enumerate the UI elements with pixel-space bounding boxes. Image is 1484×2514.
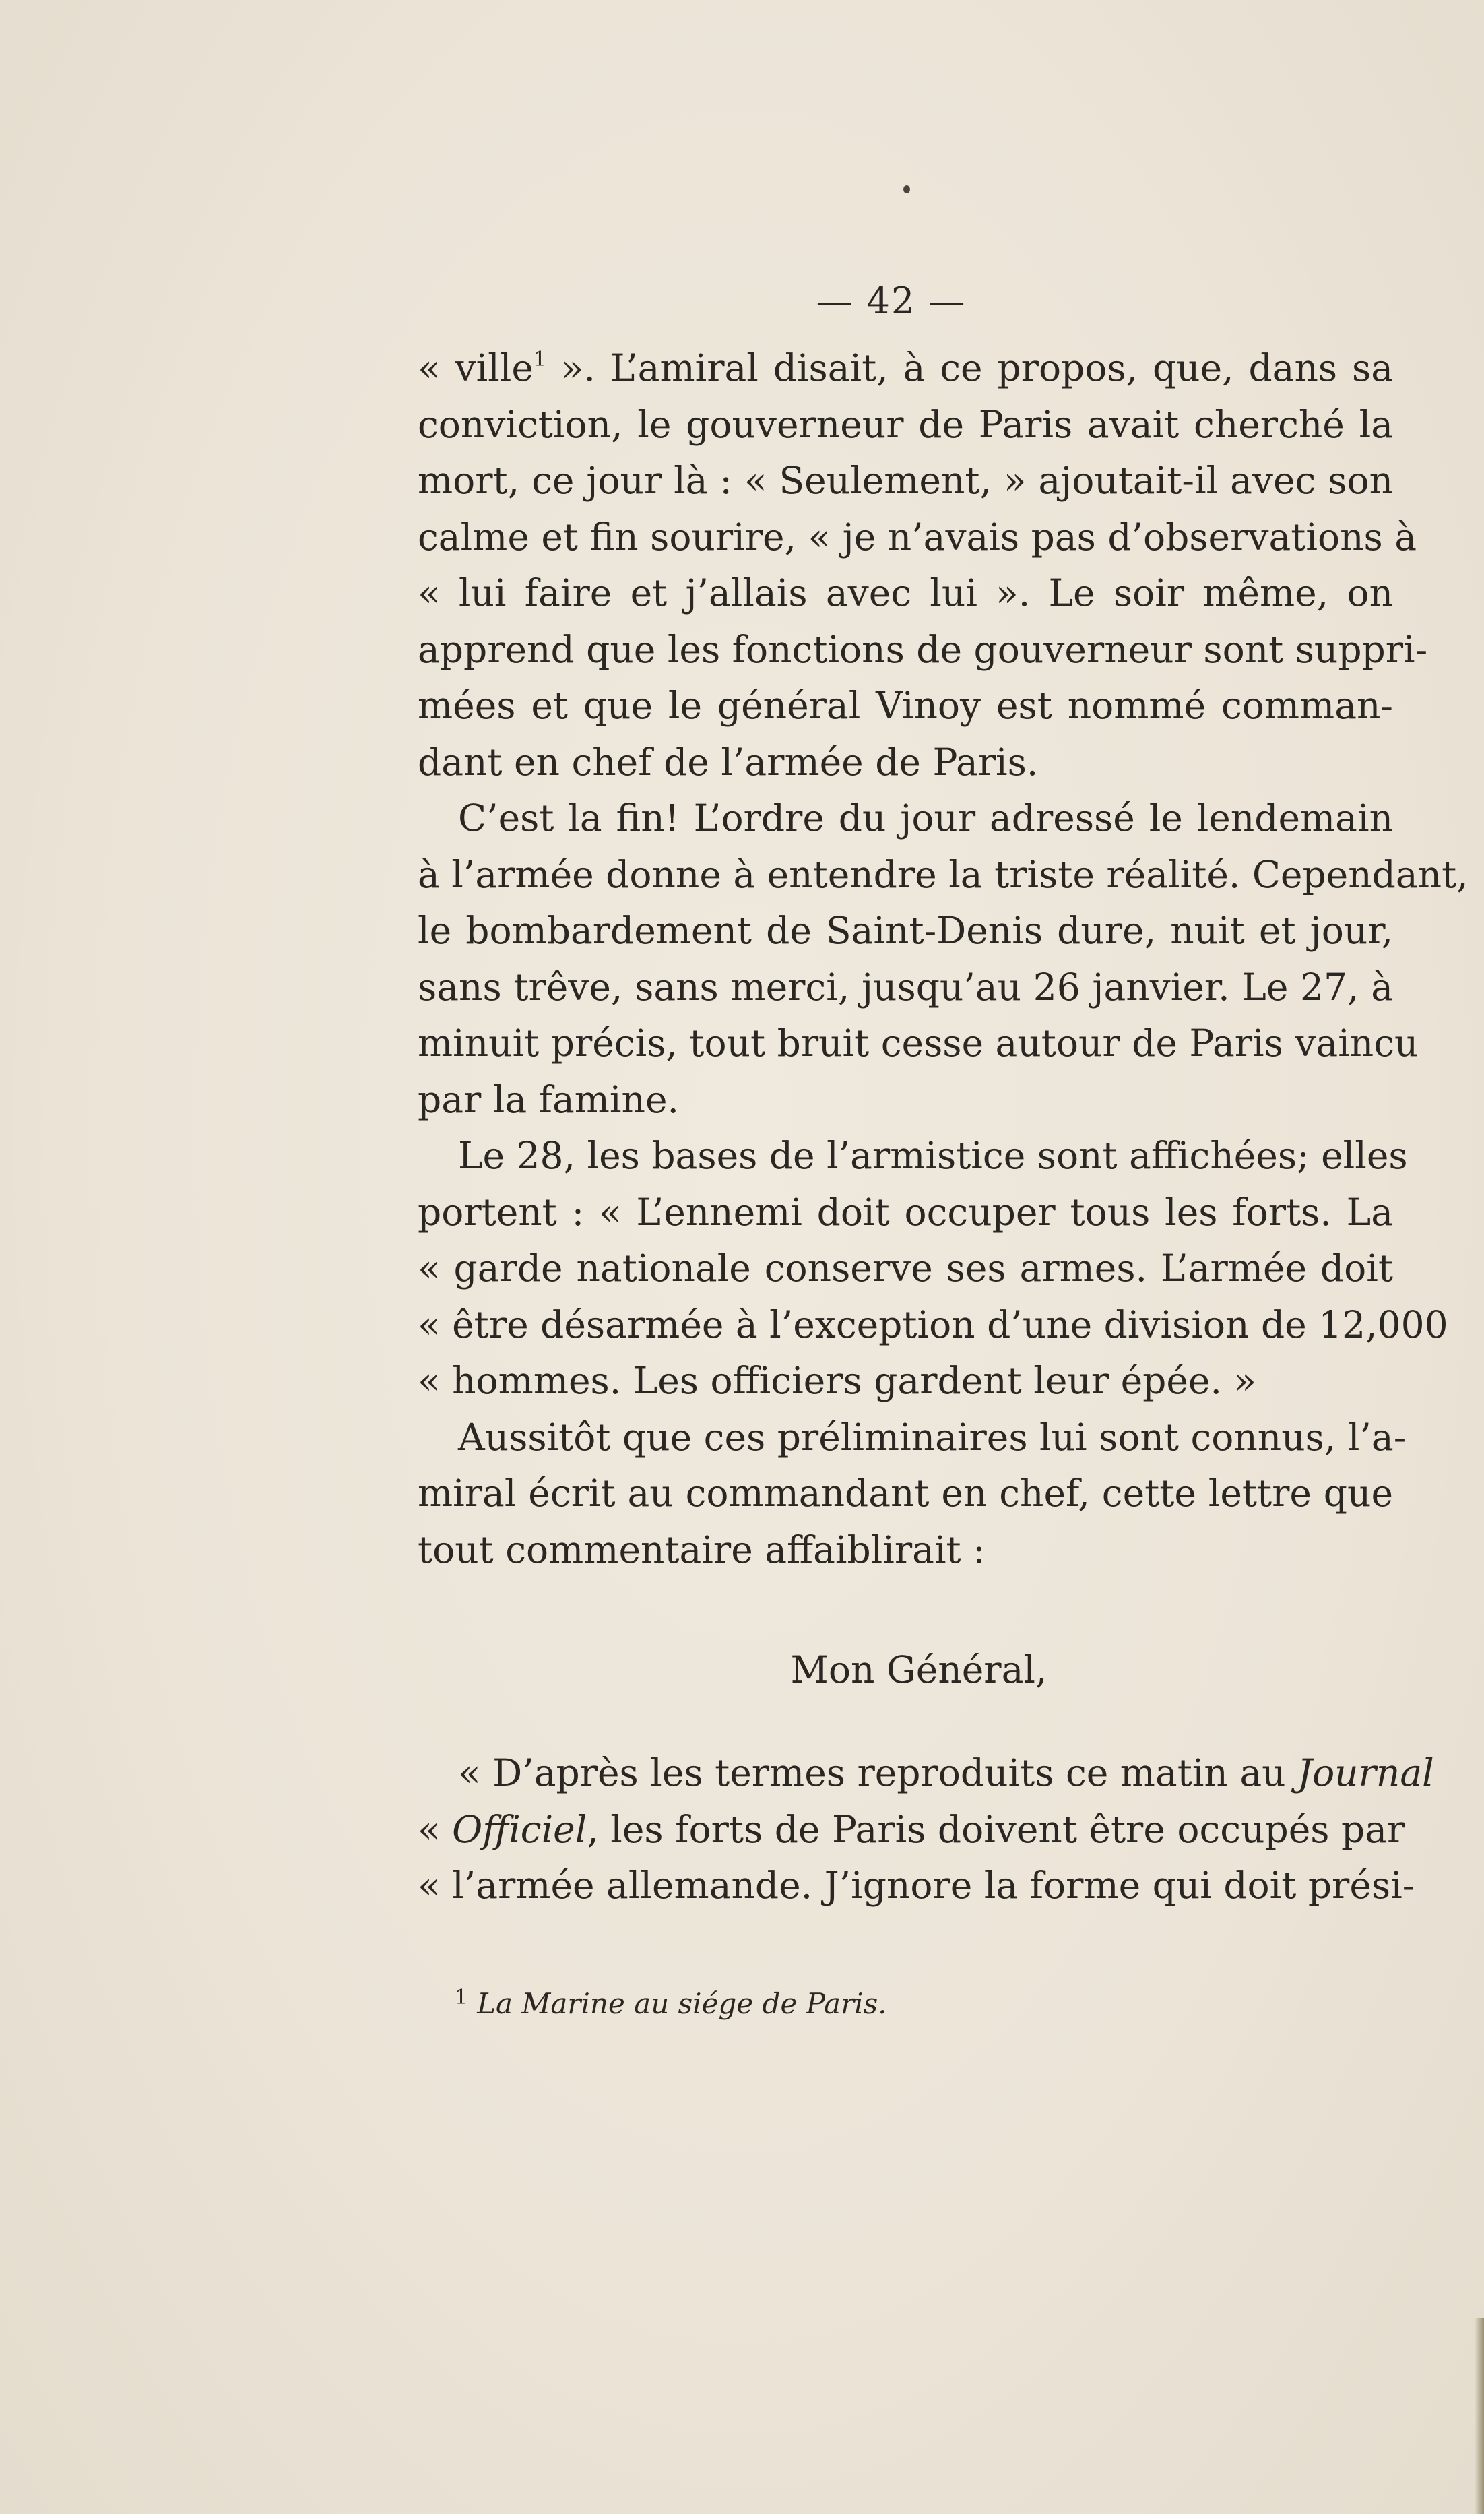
text-line: dant en chef de l’armée de Paris.: [418, 740, 1039, 784]
text-line: par la famine.: [418, 1077, 679, 1121]
text-line: minuit précis, tout bruit cesse autour de Paris vaincu: [418, 1022, 1419, 1065]
text-line: « être désarmée à l’exception d’une division de 12,000: [418, 1302, 1448, 1346]
footnote-reference: 1: [533, 348, 546, 371]
text-line: apprend que les fonctions de gouverneur sont suppri-: [418, 627, 1428, 671]
page-edge-stain: [1475, 2318, 1484, 2514]
text-line: conviction, le gouverneur de Paris avait cherché la: [418, 402, 1393, 446]
text-line: Aussitôt que ces préliminaires lui sont connus, l’a-: [458, 1415, 1407, 1459]
text-line: mort, ce jour là : « Seulement, » ajoutait-il avec son: [418, 459, 1393, 502]
footnote-text: La Marine au siége de Paris.: [477, 1987, 887, 2020]
footnote-number: 1: [455, 1986, 468, 2009]
letter-text: [418, 1745, 1434, 1914]
text-line: portent : « L’ennemi doit occuper tous les forts. La: [418, 1190, 1393, 1234]
text-line: « lui faire et j’allais avec lui ». Le soir même, on: [418, 571, 1393, 615]
footnote: [455, 1978, 886, 2024]
text-line: calme et fin sourire, « je n’avais pas d’observations à: [418, 515, 1417, 559]
text-line: « garde nationale conserve ses armes. L’armée doit: [418, 1247, 1393, 1290]
text-line: le bombardement de Saint-Denis dure, nuit et jour,: [418, 909, 1393, 952]
text-line: « D’après les termes reproduits ce matin au Journal: [458, 1751, 1434, 1794]
text-line: C’est la fin! L’ordre du jour adressé le lendemain: [458, 796, 1393, 840]
text-line: miral écrit au commandant en chef, cette lettre que: [418, 1472, 1393, 1515]
text-line: « ville$^1$ ». L’amiral disait, à ce propos, que, dans sa: [418, 346, 1393, 389]
text-line: à l’armée donne à entendre la triste réalité. Cependant,: [418, 852, 1469, 896]
text-line: « hommes. Les officiers gardent leur épée. »: [418, 1359, 1257, 1402]
text-line: Le 28, les bases de l’armistice sont affichées; elles: [458, 1134, 1408, 1177]
body-text: [418, 340, 1469, 1578]
text-line: sans trêve, sans merci, jusqu’au 26 janvier. Le 27, à: [418, 965, 1393, 1009]
ink-dot: [903, 185, 910, 193]
text-line: « Officiel, les forts de Paris doivent être occupés par: [418, 1807, 1405, 1851]
text-line: mées et que le général Vinoy est nommé comman-: [418, 684, 1393, 727]
text-line: « l’armée allemande. J’ignore la forme qui doit prési-: [418, 1864, 1415, 1907]
text-line: tout commentaire affaiblirait :: [418, 1528, 986, 1571]
letter-salutation: Mon Général,: [790, 1648, 1047, 1691]
page-number: — 42 —: [816, 280, 967, 322]
